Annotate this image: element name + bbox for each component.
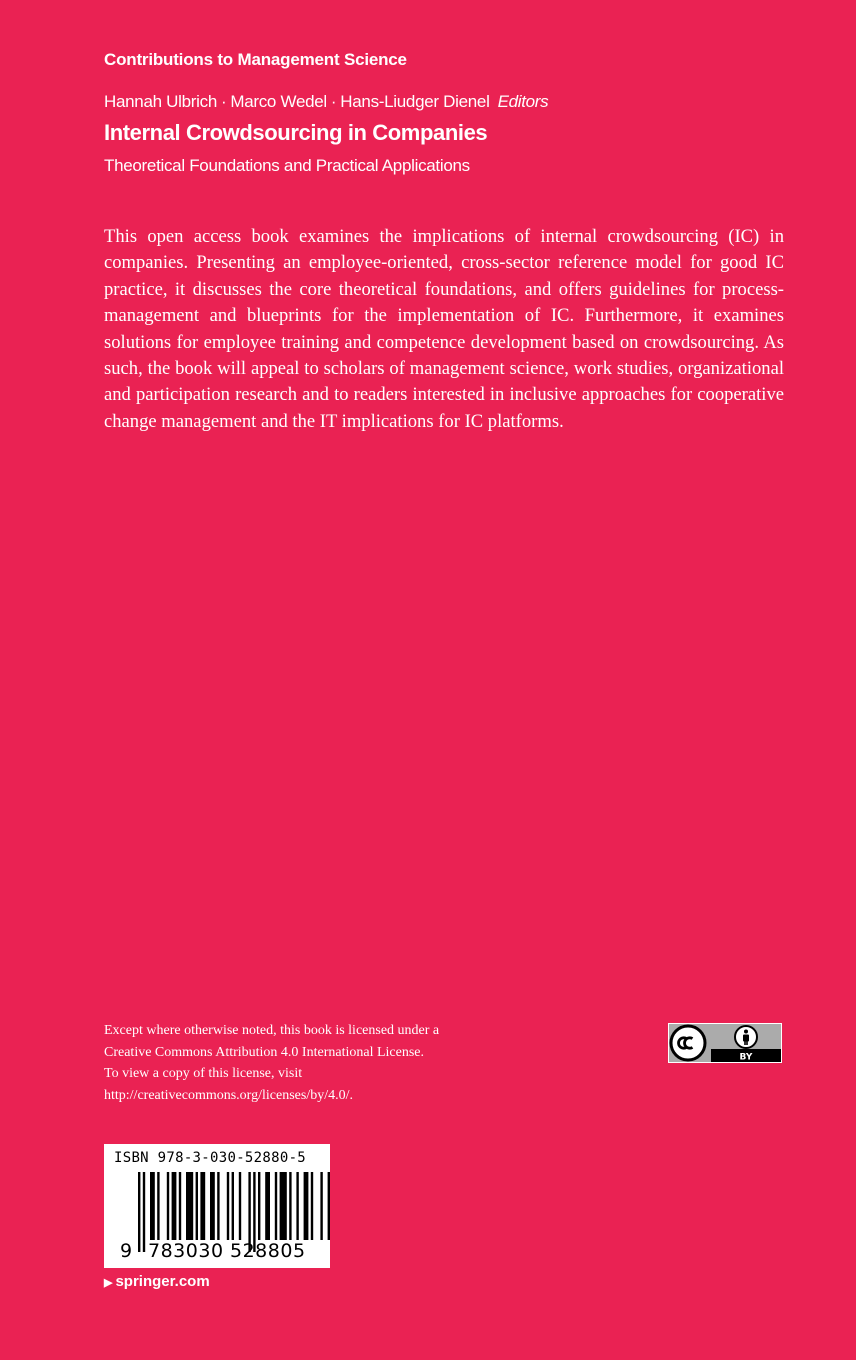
separator: · <box>220 92 227 111</box>
barcode-bar <box>232 1172 234 1240</box>
barcode-bar <box>296 1172 298 1240</box>
barcode-bar <box>304 1172 309 1240</box>
barcode-bar <box>280 1172 287 1240</box>
isbn-label: ISBN 978-3-030-52880-5 <box>114 1150 307 1166</box>
play-arrow-icon: ▶ <box>104 1277 113 1289</box>
barcode-digit-right-group: 528805 <box>230 1240 306 1262</box>
license-notice <box>104 1020 524 1106</box>
barcode-bar <box>179 1172 181 1240</box>
barcode-bar <box>311 1172 313 1240</box>
license-line: To view a copy of this license, visit <box>104 1066 303 1081</box>
license-line: Creative Commons Attribution 4.0 International License. <box>104 1044 424 1060</box>
attribution-person-icon <box>735 1026 757 1048</box>
isbn-barcode <box>104 1144 330 1268</box>
cc-by-label: BY <box>739 1052 753 1062</box>
license-line: Except where otherwise noted, this book is licensed under a <box>104 1023 440 1038</box>
barcode-bar <box>275 1172 277 1240</box>
barcode-bar <box>186 1172 193 1240</box>
barcode-bar <box>157 1172 159 1240</box>
barcode-digit-lead: 9 <box>120 1240 133 1262</box>
editor-name: Marco Wedel <box>230 92 327 111</box>
book-subtitle: Theoretical Foundations and Practical Applications <box>104 156 470 175</box>
editor-name: Hannah Ulbrich <box>104 92 217 111</box>
barcode-bar <box>265 1172 270 1240</box>
barcode-bar <box>172 1172 177 1240</box>
barcode-bar <box>167 1172 169 1240</box>
editor-name: Hans-Liudger Dienel <box>340 92 490 111</box>
barcode-bar <box>217 1172 219 1240</box>
separator: · <box>330 92 337 111</box>
editors-role: Editors <box>497 92 549 111</box>
barcode-bar <box>328 1172 330 1240</box>
editors-line <box>104 92 548 112</box>
book-description: This open access book examines the implications of internal crowdsourcing (IC) in companies. Presenting an employee-oriented, cross-sector reference model for good IC practice, it discusses the core theoretical foundations, and offers guidelines for process-management and blueprints for the implementation of IC. Furthermore, it examines solutions for employee training and competence development based on crowdsourcing. As such, the book will appeal to scholars of management science, work studies, organizational and participation research and to readers interested in inclusive approaches for cooperative change management and the IT implications for IC platforms. <box>104 226 784 432</box>
publisher-link-text: springer.com <box>115 1273 210 1290</box>
barcode-bar <box>196 1172 198 1240</box>
barcode-bar <box>210 1172 215 1240</box>
barcode-bar <box>200 1172 205 1240</box>
barcode-bar <box>150 1172 155 1240</box>
license-url[interactable]: http://creativecommons.org/licenses/by/4.0/. <box>104 1087 353 1103</box>
barcode-bar <box>289 1172 291 1240</box>
barcode-bar <box>239 1172 241 1240</box>
barcode-digit-left-group: 783030 <box>148 1240 224 1262</box>
publisher-link[interactable] <box>104 1273 210 1290</box>
cc-icon <box>671 1026 705 1060</box>
barcode-bar <box>320 1172 322 1240</box>
cc-by-badge[interactable] <box>668 1023 782 1063</box>
barcode-digits <box>104 1240 330 1266</box>
book-title: Internal Crowdsourcing in Companies <box>104 120 488 145</box>
barcode-bar <box>227 1172 229 1240</box>
barcode-bar <box>258 1172 260 1240</box>
series-name: Contributions to Management Science <box>104 50 407 69</box>
